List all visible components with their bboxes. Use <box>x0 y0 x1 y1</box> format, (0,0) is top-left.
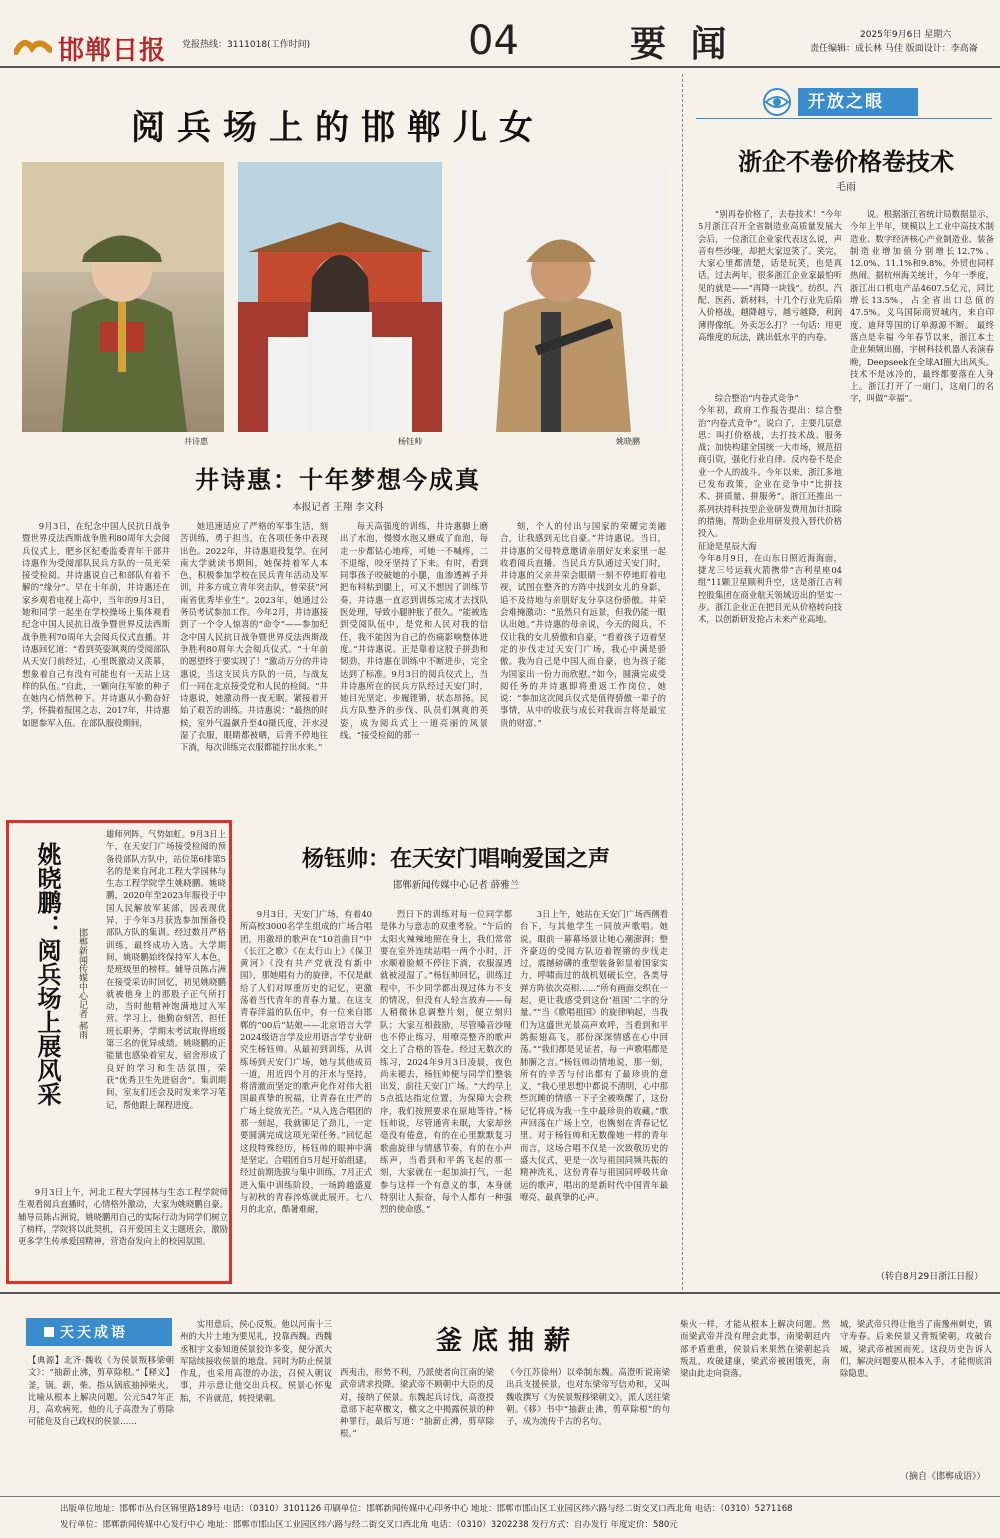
paper-name: 邯郸日报 <box>58 36 167 66</box>
idiom-intro: 【典源】北齐·魏收《为侯景叛移梁朝文》：“抽薪止沸，剪草除根。”【释义】釜，锅。薪，柴。指从锅底抽掉柴火，比喻从根本上解决问题。公元547年正月，高欢病死，他的儿子高澄为了剪除可能危及自己政权的侯景…… <box>28 1355 174 1427</box>
story2-col-3: 3日上午，她站在天安门广场西侧看台下，与其他学生一同放声歌唱。她说，眼前一幕幕场景让她心潮澎湃；整齐豪迈的受阅方队迈着铿锵的步伐走过，震撼磅礴的重型装备彰显着国家实力，呼啸而过的战机划破长空，各类导弹方阵依次亮相……“所有画面交织在一起，更让我感受到这份‘祖国’二字的分量。”“当《歌唱祖国》的旋律响起，当我们为这盛世光景高声欢呼，当看到和平鸽振翅高飞，那份深深情感在心中回荡。”“我们都是见证者，每一声歌唱都是肺腑之言。”杨钰帅动情地说，那一刻，所有的辛苦与付出都有了最珍贵的意义，“我心里思想中都说不清明，心中那些沉睡的情感一下子全被唤醒了，这份记忆将成为我一生中最珍贵的收藏。”歌声回荡在广场上空，也镌刻在青春记忆里。对于杨钰帅和无数像她一样的青年而言，这场合唱不仅是一次致敬历史的盛大仪式，更是一次与祖国同频共振的精神洗礼，这份青春与祖国同呼吸共命运的歌声，唱出的是新时代中国青年最嘹亮、最真挚的心声。 <box>520 909 668 1202</box>
story2-col-1: 9月3日，天安门广场，有着40所高校3000名学生组成的广场合唱团，用激昂的歌声在“10首曲目”中《长江之歌》《在太行山上》《保卫黄河》《没有共产党就没有新中国》，那她唱有力的旋律，不仅是献给了人们对厚重历史的记忆，更激荡着当代青年的青春力量。在这支青春洋溢的队伍中，有一位来自邯郸的“00后”姑娘——北京语言大学2024级语言学及应用语言学专业研究生杨钰帅。从最初到训练，从训练场到天安门广场，她与其他成员一道，用近四个月的汗水与坚持，将清澈而坚定的歌声化作对伟大祖国最真挚的祝福，让青春在庄严的广场上绽放光芒。“从入选合唱团的那一刻起，我就铆足了劲儿，一定要圆满完成这项光荣任务。”回忆起这段特殊经历，杨钰帅的眼神中满是坚定。合唱团自5月起开始组建，经过前期选拔与集中训练，7月正式进入集中训练阶段，一场跨越盛夏与初秋的青春淬炼就此展开。七八月的北京，酷暑难耐， <box>240 909 372 1215</box>
caption-yao-xiaopeng: 姚晓鹏 <box>616 437 640 446</box>
editors: 责任编辑：成长林 马佳 版面设计：李高崙 <box>810 44 978 54</box>
footer-rule <box>0 1496 1000 1497</box>
bottom-rule <box>0 1292 1000 1294</box>
idiom-col-5: 城，梁武帝只得让他当了南豫州刺史，镇守寿春。后来侯景又背叛梁朝，攻破台城，梁武帝被困而死。这段历史告诉人们，解决问题要从根本入手，才能彻底消除隐患。 <box>840 1319 992 1379</box>
logo-icon <box>14 32 52 56</box>
story3-byline-text: 邯郸新闻传媒中心记者 郝雨 <box>77 928 87 1039</box>
idiom-title: 釜底抽薪 <box>435 1326 580 1356</box>
right-col-2 <box>698 392 842 1272</box>
square-icon <box>44 1327 54 1337</box>
footer-line-2: 发行单位：邯郸新闻传媒中心发行中心 地址：邯郸市邯山区工业园区纬六路与经二街交叉口西北角 电话：（0310）3202238 发行方式：自办发行 年度定价：580元 <box>60 1520 678 1530</box>
right-col-3: 说。根据浙江省统计局数据显示，今年上半年，规模以上工业中高技术制造业、数字经济核心产业制造业、装备制造业增加值分别增长12.7%、12.0%、11.1%和9.8%。外贸也同样热闹。据杭州海关统计，今年一季度，浙江出口机电产品4607.5亿元，同比增长13.5%，占全省出口总值的47.5%。义乌国际商贸城内，来自印度、迪拜等国的订单源源不断。 最终落点是幸福 今年春节以来，浙江本土企业频频出圈，宇树科技机器人表演春晚，Deepseek在全球AI圈大出风头。技术不是冰冷的，最终都要落在人身上。浙江打开了一扇门，这扇门的名字，叫做“幸福”。 <box>850 209 994 404</box>
caption-jing-shihui: 井诗惠 <box>184 437 208 446</box>
right-author: 毛雨 <box>836 182 856 193</box>
right-col-2-text: 综合整治“内卷式竞争” 今年初，政府工作报告提出：综合整治“内卷式竞争”。说白了，主要几层意思：叫打价格战，去打技术战、服务战；加快构建全国统一大市场，规范招商引资，强化行业自律。反内卷不是企业一个人的战斗。今年以来，浙江多地已发布政策，企业在竞争中“比拼技术、拼质量、拼服务”。浙江还推出一系列扶持科技型企业研发费用加计扣除的措施，帮助企业用研发投入替代价格投入。 征途是星辰大海 今年8月9日，在山东日照近海海面，捷龙三号运载火箭携带“吉利星座04组”11颗卫星顺利升空，这是浙江吉利控股集团在商业航天领域迈出的坚实一步。浙江企业正在把目光从价格转向技术，以创新研发抢占未来产业高地。 <box>698 393 842 625</box>
main-banner: 阅兵场上的邯郸儿女 <box>131 108 545 148</box>
story1-title: 井诗惠：十年梦想今成真 <box>195 465 481 494</box>
story2-byline: 邯郸新闻传媒中心记者 薛雅兰 <box>392 880 520 891</box>
caption-yang-yushuai: 杨钰帅 <box>398 437 422 446</box>
story1-col-4: 刻，个人的付出与国家的荣耀完美融合，让我感到无比自豪。”井诗惠说。当日，井诗惠的父母特意邀请亲朋好友来家里一起收看阅兵直播。当民兵方队通过天安门时，井诗惠的父亲井荣会眼睛一刻不停地盯着电视，试图在整齐的方阵中找到女儿的身影，追不及待地与亲朋好友分享这份骄傲。井荣会难掩激动：“虽然只有远景，但我仍能一眼认出她。”井诗惠的母亲说，今天的阅兵，不仅让我的女儿骄傲和自豪，“看着孩子迈着坚定的步伐走过天安门广场，我心中满是骄傲。我为自己是中国人而自豪，也为孩子能为国家出一份力而欣慰。”如今，圆满完成受阅任务的井诗惠即将重返工作岗位，她说：“参加这次阅兵仪式是值得骄傲一辈子的事情，从中的收获与成长对我而言将是最宝贵的财富。” <box>500 521 666 728</box>
story1-col-2: 她迅速适应了严格的军事生活，刻苦训练，勇于担当，在各项任务中表现出色。2022年，井诗惠退役复学。在河南大学就读书期间，她保持着军人本色，积极参加学校在民兵青年活动及军训，并多方成立青年突击队，曾荣获“河南省优秀毕业生”。2023年，她通过公务员考试参加工作。今年2月，井诗惠接到了一个令人惊喜的“命令”——参加纪念中国人民抗日战争暨世界反法西斯战争胜利80周年大会阅兵仪式。“十年前的愿望终于要实现了！”激动万分的井诗惠说，当这支民兵方队的一员，与战友们一同在北京接受党和人民的检阅。“井诗惠说，她激动得一夜无眠。紧接着开始了艰苦的训练。井诗惠说：“最热的时候，室外气温飙升至40摄氏度，汗水浸湿了衣服，眼睛都被晒，后背不停地往下淌，每次训练完衣服都能拧出水来。” <box>180 521 328 753</box>
story1-col-1: 9月3日，在纪念中国人民抗日战争暨世界反法西斯战争胜利80周年大会阅兵仪式上，肥乡区纪委监委青年干部井诗惠作为受阅部队民兵方队的一员光荣接受检阅。井诗惠说自己和部队有着不解的“缘分”。早在十年前，井诗惠还在家乡观看电视上高中，当年的9月3日，她和同学一起坐在学校操场上集体观看纪念中国人民抗日战争暨世界反法西斯战争胜利70周年大会阅兵仪式直播。井诗惠回忆道：“看到英姿飒爽的受阅部队从天安门前经过，心里既激动又羡慕，想象着自己有没有可能也有一天站上这样的队伍。”自此，一颗向往军旅的种子在她内心悄然种下。井诗惠从小勤奋好学，怀揣着报国之志，2017年，井诗惠如愿参军入伍。在部队服役期间， <box>22 521 170 728</box>
header-rule <box>0 66 1000 68</box>
story3-title-text: 姚晓鹏：阅兵场上展风采 <box>33 842 62 1106</box>
section-label-open-eye: 开放之眼 <box>798 88 918 116</box>
column-divider <box>682 74 683 1290</box>
masthead <box>0 0 1000 70</box>
story3-byline <box>76 928 92 1043</box>
section-title: 要 闻 <box>630 24 733 65</box>
story2-col-2: 烈日下的训练对每一位同学都是体力与意志的双重考验。“午后的太阳火辣辣地照在身上，我们常常要在室外连续站唱一两个小时，汗水顺着脸颊不停往下淌，衣服湿透就被浸湿了。”杨钰帅回忆，训练过程中，不少同学都出现过体力不支的情况，但没有人轻言放弃——每人稍微休息调整片刻，便立刻归队；大家互相鼓励，尽管嗓音沙哑也不停止练习，用嘹亮整齐的歌声交上了合格的答卷。经过无数次的练习，2024年9月3日凌晨，夜色尚未褪去，杨钰帅便与同学们整装出发，前往天安门广场。“大约早上5点抵达指定位置，为保障大会秩序，我们按照要求在原地等待。”杨钰帅说，尽管通宵未眠，大家却丝毫没有倦意，有的在心里默默复习歌曲旋律与情感节奏，有的在小声练声，当看到和平鸽飞起的那一刻，大家就在一起加油打气，一起参与这样一个有意义的事，本身就特别让人振奋，每个人都有一种强烈的使命感。” <box>380 909 512 1215</box>
page-number: 04 <box>468 18 519 64</box>
right-col-1: “别再卷价格了，去卷技术！”今年5月浙江召开全省制造业高质量发展大会后，一位浙江企业家代表这么说，声音有些沙哑，却把大家逗笑了。笑完，大家心里都清楚，话是玩笑，也是真话。过去两年，很多浙江企业家最怕听见的就是——“再降一块钱”。纺织、汽配、医药、新材料，十几个行业先后陷入价格战，越降越亏，越亏越降，利润薄得像纸。外卖怎么打？一句话：用更高维度的玩法，跳出低水平的内卷。 <box>698 209 842 342</box>
eye-icon <box>762 88 792 116</box>
idiom-col-3: （今江苏徐州）以牵制东魏。高澄听说南梁出兵支援侯景，也对东梁帝写信劝和，又叫魏收撰写《为侯景叛移梁朝文》，派人送往梁朝。《移》书中“抽薪止沸，剪草除根”的句子，成为流传千古的名句。 <box>506 1367 670 1427</box>
issue-date: 2025年9月6日 星期六 <box>860 30 952 40</box>
story3-col-top: 雄师列阵，气势如虹。9月3日上午，在天安门广场接受检阅的预备役部队方队中，站位第6排第5名的是来自河北工程大学园林与生态工程学院学生姚晓鹏。姚晓鹏，2020年至2023年服役于中国人民解放军某部，因表现优异，于今年3月获选参加预备役部队方队的集训。经过数月严格训练，最终成功入选。大学期间，姚晓鹏始终保持军人本色，是班级里的榜样。辅导员陈占洲在接受采访时回忆，初见姚晓鹏就被他身上的那股子正气所打动，当时他精神饱满地过入军营。学习上，他勤奋刻苦，担任班长职务，学期末考试取得班级第三名的优异成绩。姚晓鹏的正能量也感染着室友，宿舍形成了良好的学习和生活氛围，荣获“优秀卫生先进宿舍”。集训期间，室友们还会及时发来学习笔记，帮他跟上课程进度。 <box>106 829 226 1110</box>
right-title: 浙企不卷价格卷技术 <box>738 147 954 176</box>
story2-title: 杨钰帅：在天安门唱响爱国之声 <box>301 846 610 872</box>
photo-yang-yushuai <box>238 162 442 432</box>
photo-jing-shihui <box>22 162 224 432</box>
section-label-rule <box>696 118 992 119</box>
photo-yao-xiaopeng <box>456 162 666 432</box>
idiom-col-1: 实用意后，侯心反叛。他以河南十三州的大片土地为要见礼，投靠西魏。西魏丞相宇文泰知道侯景狡诈多变，便分派大军陆续接收侯景的地盘。同时为防止侯景作乱，也采用高澄的办法，召侯入朝议事，并示意让他交出兵权。侯景心怀鬼胎，不肯就范，转投梁朝。 <box>180 1319 332 1403</box>
tianyao-label: 天天成语 <box>60 1325 128 1341</box>
story1-byline: 本报记者 王翔 李文科 <box>292 502 384 513</box>
story1-col-3: 每天高强度的训练，井诗惠脚上磨出了水泡，慢慢水泡又磨成了血泡，每走一步都钻心地疼，可她一不喊疼，二不退缩，咬牙坚持了下来。有时，看到同事孩子咬破她的小腿，血渗透裤子并把布料粘到腿上，可又不想因了训练节奏，井诗惠一直忍到训练完成才去找队医处理，导致小腿肿胀了很久。“能被选到受阅队伍中，是党和人民对我的信任，我不能因为自己的伤痛影响整体进度。”井诗惠说。正是靠着这股子拼劲和韧劲，井诗惠在训练中不断进步，完全达到了标准。9月3日的阅兵仪式上，当井诗惠所在的民兵方队经过天安门时，她目光坚定、步履铿锵，状态昂扬。民兵方队整齐的步伐、队员们飒爽的英姿，成为阅兵式上一道亮丽的风景线。“接受检阅的那一 <box>340 521 488 741</box>
right-source: （转自8月29日浙江日报） <box>876 1272 984 1282</box>
idiom-col-4: 柴火一样，才能从根本上解决问题。然而梁武帝并没有理会此事，南梁朝廷内部矛盾重重，侯景后来果然在梁朝起兵叛乱，攻破建康，梁武帝被困饿死，南梁由此走向衰落。 <box>680 1319 830 1379</box>
hotline: 党报热线：3111018(工作时间) <box>182 40 311 50</box>
story3-title <box>32 842 68 1113</box>
idiom-col-2: 西夷击，形势不利，乃派使者向江南的梁武帝请求投降。梁武帝不顾朝中大臣的反对，接纳了侯景。东魏起兵讨伐，高澄授意部下起草檄文，檄文之中揭露侯景的种种罪行，最后写道：“抽薪止沸，剪草除根。” <box>340 1367 494 1439</box>
idiom-source: （摘自《邯郸成语》） <box>900 1472 986 1482</box>
footer-line-1: 出版单位地址：邯郸市丛台区锦里路189号 电话：（0310）3101126 印刷单位：邯郸新闻传媒中心印务中心 地址：邯郸市邯山区工业园区纬六路与经二街交叉口西北角 电话：（0310）5271168 <box>60 1504 793 1514</box>
story3-col-bottom: 9月3日上午，河北工程大学园林与生态工程学院师生观看阅兵直播时，心情格外激动，大家为姚晓鹏自豪。辅导员陈占洲说，姚晓鹏用自己的实际行动为同学们树立了榜样，学院将以此契机，召开爱国主义主题班会，激励更多学生传承爱国精神，营造奋发向上的校园氛围。 <box>18 1187 228 1247</box>
